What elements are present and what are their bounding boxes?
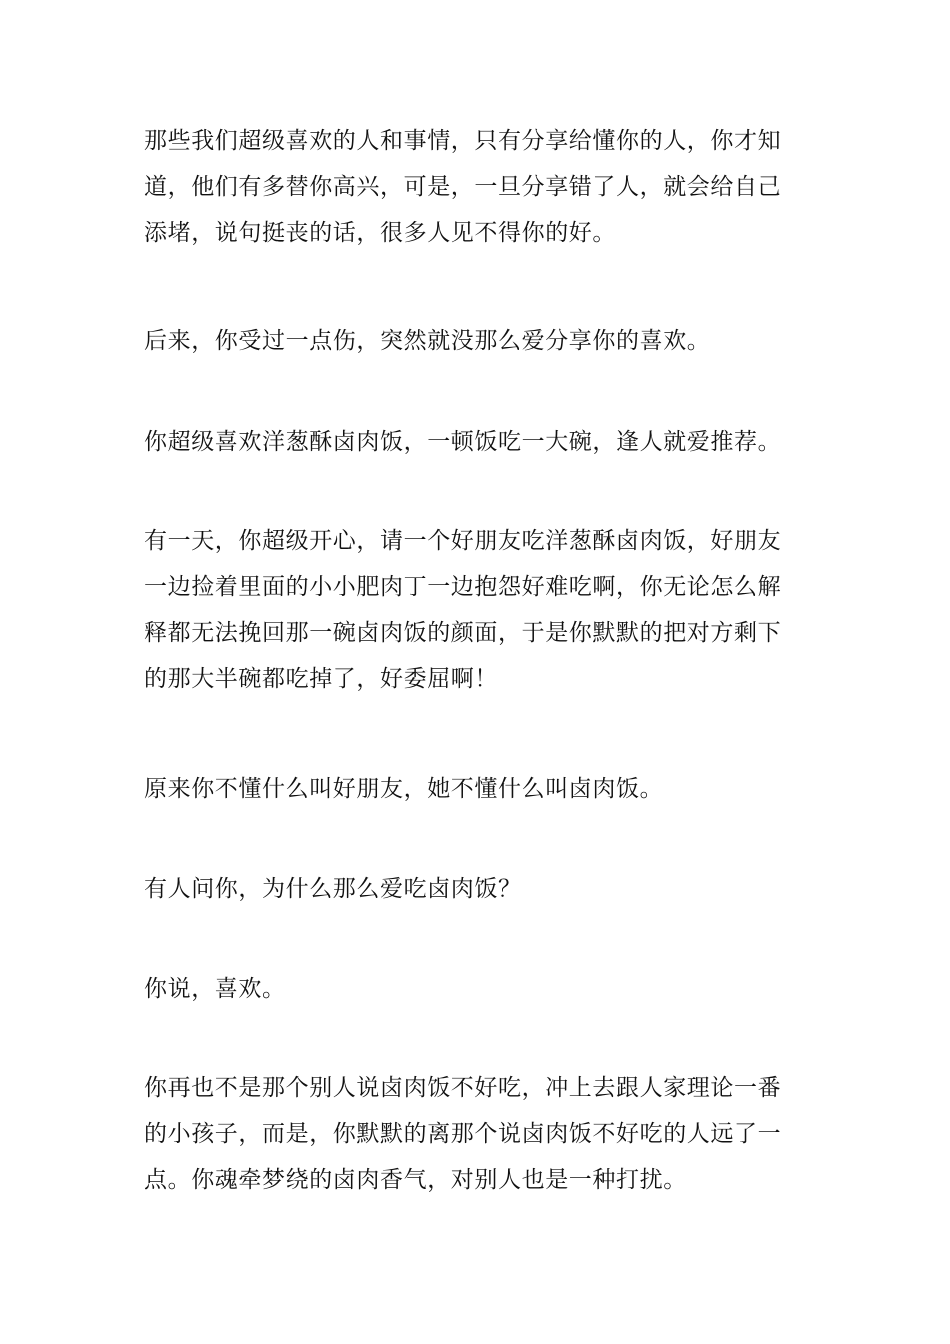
paragraph-line: 你说，喜欢。 <box>144 976 286 1002</box>
paragraph-line: 有人问你，为什么那么爱吃卤肉饭？ <box>144 876 522 902</box>
paragraph-line: 一边捡着里面的小小肥肉丁一边抱怨好难吃啊，你无论怎么解 <box>144 574 782 600</box>
paragraph-hurt <box>144 318 812 364</box>
paragraph-line: 有一天，你超级开心，请一个好朋友吃洋葱酥卤肉饭，好朋友 <box>144 528 782 554</box>
paragraph-line: 释都无法挽回那一碗卤肉饭的颜面，于是你默默的把对方剩下 <box>144 620 782 646</box>
paragraph-no-longer <box>144 1065 812 1203</box>
paragraph-answer <box>144 966 812 1012</box>
paragraph-one-day <box>144 518 812 702</box>
paragraph-line: 那些我们超级喜欢的人和事情，只有分享给懂你的人，你才知 <box>144 128 782 154</box>
paragraph-line: 你超级喜欢洋葱酥卤肉饭，一顿饭吃一大碗，逢人就爱推荐。 <box>144 429 782 455</box>
paragraph-friend <box>144 766 812 812</box>
paragraph-question <box>144 866 812 912</box>
paragraph-line: 道，他们有多替你高兴，可是，一旦分享错了人，就会给自己 <box>144 174 782 200</box>
paragraph-line: 后来，你受过一点伤，突然就没那么爱分享你的喜欢。 <box>144 328 711 354</box>
paragraph-line: 的小孩子，而是，你默默的离那个说卤肉饭不好吃的人远了一 <box>144 1121 782 1147</box>
paragraph-sharing <box>144 118 812 256</box>
paragraph-line: 添堵，说句挺丧的话，很多人见不得你的好。 <box>144 220 616 246</box>
paragraph-line: 原来你不懂什么叫好朋友，她不懂什么叫卤肉饭。 <box>144 776 664 802</box>
paragraph-braised-pork-rice <box>144 419 812 465</box>
paragraph-line: 点。你魂牵梦绕的卤肉香气，对别人也是一种打扰。 <box>144 1167 687 1193</box>
paragraph-line: 的那大半碗都吃掉了，好委屈啊！ <box>144 666 498 692</box>
paragraph-line: 你再也不是那个别人说卤肉饭不好吃，冲上去跟人家理论一番 <box>144 1075 782 1101</box>
